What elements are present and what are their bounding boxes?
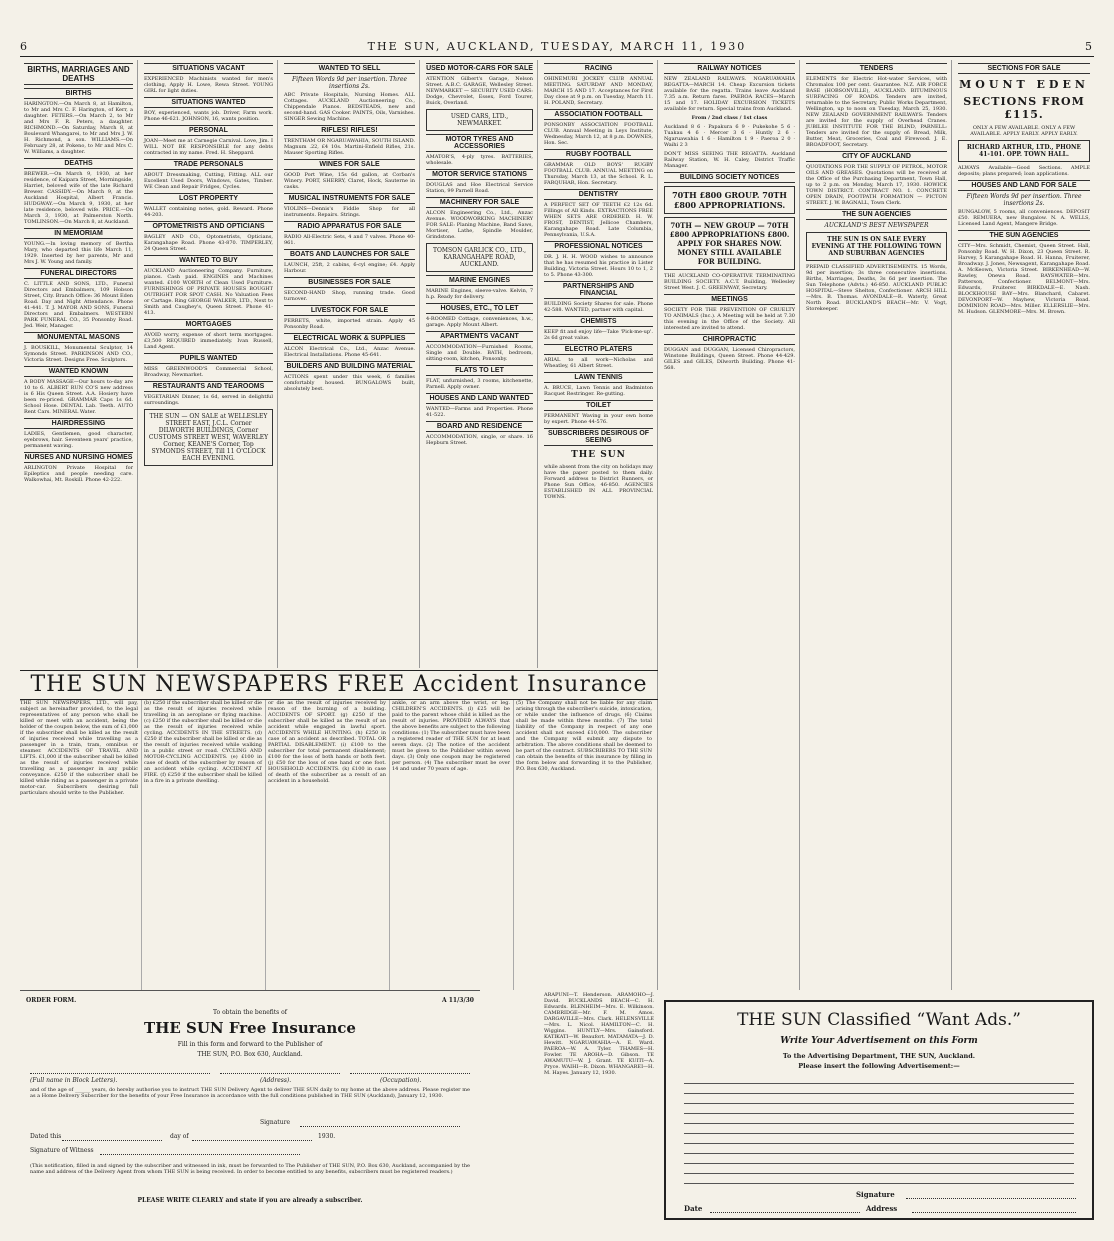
lost-property-heading: LOST PROPERTY [144,193,273,204]
railway-fare-table: Auckland 8 6 · Papakura 6 9 · Pukekohe 5 6 · Tuakau 4 6 · Mercer 3 6 · Huntly 2 6 · Ngaruawahia 1 6 · Hamilton 1 9 · Paeroa 2 0 · Waihi 2 3 [664,124,795,148]
births-heading: BIRTHS [24,88,133,99]
insurance-column-1: THE SUN NEWSPAPERS, LTD., will pay, subject as hereinafter provided, to the legal representatives of any person who shall be killed or meet with an accident, being the holder of the coupon below, the sum of £1,000 if the subscriber shall be killed as the result of injuries received while travelling as a passenger in a train, tram, omnibus or steamer. ACCIDENTS OF TRAVEL AND LIFTS. £1,000 if the subscriber shall be killed as the result of injuries received while travelling as a passenger in any public conveyance. £250 if the subscriber shall be killed while riding as a passenger in a private motor-car. Subscribers desiring full particulars should write to the Publisher. [20,700,142,990]
trade-personals-heading: TRADE PERSONALS [144,159,273,170]
toilet-text: PERMANENT Waving in your own home by expert. Phone 44-576. [544,413,653,425]
railway-text: NEW ZEALAND RAILWAYS. NGARUAWAHIA REGATTA—MARCH 14. Cheap Excursion tickets available for the regatta. Trains leave Auckland 7.35 a.m. Return fares. PAEROA RACES—March 15 and 17. HOLIDAY EXCURSION TICKETS available for return. Special trains from Auckland. [664,76,795,112]
electrical-text: ALCON Electrical Co., Ltd., Anzac Avenue. Electrical Installations. Phone 45-641. [284,346,415,358]
order-form-title: ORDER FORM. [26,997,77,1004]
want-address-label: Address [866,1204,898,1213]
want-ads-subtitle: Write Your Advertisement on this Form [780,1036,978,1046]
used-cars-box: USED CARS, LTD., NEWMARKET. [426,109,533,131]
column-sections [954,60,1094,990]
used-cars-heading: USED MOTOR-CARS FOR SALE [426,65,533,72]
rugby-heading: RUGBY FOOTBALL [544,149,653,160]
sections-from-price: SECTIONS FROM £115. [963,95,1085,121]
marine-heading: MARINE ENGINES [426,275,533,286]
witness-label: Signature of Witness [30,1147,94,1154]
electro-platers-text: ARIAL to all work—Nicholas and Wheatley, 61 Albert Street. [544,357,653,369]
pupils-wanted-text: MISS GREENWOOD'S Commercial School, Broadway, Newmarket. [144,366,273,378]
dentistry-heading: DENTISTRY [544,189,653,200]
order-form-to-obtain: To obtain the benefits of [213,1009,287,1016]
situations-wanted-heading: SITUATIONS WANTED [144,97,273,108]
occupation-label: (Occupation). [380,1077,422,1084]
dentistry-text: A PERFECT SET OF TEETH £2 12s 6d. Fillings of All Kinds. EXTRACTIONS FREE WHEN SETS ARE ORDERED. H. W. FROST, DENTIST, Jellicoe Chambers, Karangahape Road. Late Columbia, Pennsylvania, U.S.A. [544,202,653,238]
dated-label: Dated this [30,1133,62,1140]
racing-text: OHINEMURI JOCKEY CLUB ANNUAL MEETING. SATURDAY AND MONDAY, MARCH 15 AND 17. Acceptances for First Day close at 9 p.m. on Tuesday, March 11. H. POLAND, Secretary. [544,76,653,106]
want-signature-label: Signature [856,1190,895,1199]
motor-tyres-heading: MOTOR TYRES AND ACCESSORIES [426,134,533,152]
lawn-tennis-heading: LAWN TENNIS [544,372,653,383]
chiropractic-heading: CHIROPRACTIC [664,334,795,345]
page-number-right: 5 [1085,40,1094,53]
memoriam-text: YOUNG.—In loving memory of Bertha Mary, who departed this life March 11, 1929. Inserted by her parents, Mr and Mrs J. W. Young and family. [24,241,133,265]
situations-wanted-text: BOY, experienced, wants job. Driver, Farm work. Phone 46-621. JOHNSON, 16, wants position. [144,110,273,122]
column-tenders [802,60,952,990]
tenders-heading: TENDERS [806,63,947,74]
insurance-column-4: ankle, or an arm above the wrist, or leg. CHILDREN'S ACCIDENTS. (l) £25 will be paid to the parent whose child is killed as the result of injuries. PROVIDED ALWAYS that the above benefits are subject to the following conditions: (1) The subscriber must have been a registered reader of THE SUN for at least seven days. (2) The notice of the accident must be given to the Publisher within seven days. (3) Only one coupon may be registered per person. (4) The subscriber must be over 14 and under 70 years of age. [392,700,514,990]
houses-land-sale-rates: Fifteen Words 9d per insertion. Three insertions 2s. [966,193,1082,207]
sun-agencies-text: PREPAID CLASSIFIED ADVERTISEMENTS. 15 Words, 9d per insertion; 3s three consecutive insertions. Births, Marriages, Deaths, 3s 6d per insertion. The Sun Telephone (Advts.) 46-850. AUCKLAND PUBLIC HOSPITAL—Steve Shelton, Confectioner. ARCH HILL—Mrs. B. Thomas. AVONDALE—R. Waterly, Great North Road. BUCKLAND'S BEACH—Mr. V. Vogt, Storekeeper. [806,264,947,312]
machinery-heading: MACHINERY FOR SALE [426,197,533,208]
order-form-body: and of the age of ______ years, do hereby authorise you to instruct THE SUN Delivery Agent to deliver THE SUN daily to my home at the above address. Please register me as a Home Delivery Subscriber for the benefits of your Free Insurance in accordance with the full conditions published in THE SUN (Auckland), January 12, 1930. [30,1087,470,1099]
funeral-text: C. LITTLE AND SONS, LTD., Funeral Directors and Embalmers, 109 Hobson Street, City. Branch Office: 36 Mount Eden Road. Day and Night Attendance. Phone 41-441. T. J. MAYOR AND SONS, Funeral Directors and Embalmers. WESTERN PARK FUNERAL CO., 35 Ponsonby Road. Jed. Weir, Manager. [24,281,134,329]
building-society-box-2: 70TH — NEW GROUP — 70TH £800 APPROPRIATIONS £800. APPLY FOR SHARES NOW. MONEY STILL AVAILABLE FOR BUILDING. [664,217,795,270]
deaths-heading: DEATHS [24,158,133,169]
houses-to-let-heading: HOUSES, ETC., TO LET [426,303,533,314]
day-of-label: day of [170,1133,189,1140]
year-label: 1930. [318,1133,336,1140]
building-society-box-1: 70TH £800 GROUP. 70TH £800 APPROPRIATIONS. [664,186,795,214]
toilet-heading: TOILET [544,400,653,411]
column-wanted-to-sell [280,60,420,668]
wines-text: GOOD Port Wine, 15s 6d gallon, at Corban's Winery. PORT, SHERRY, Claret, Hock, Sauterne in casks. [284,172,415,190]
page-number-left: 6 [20,40,29,53]
wanted-known-text: A BODY MASSAGE—Our hours to-day are 10 to 6. ALBERT RUN CO'S new address is 6 His Queen Street. A.A. Hosiery have been re-priced. GRAMMAR Caps 1s 6d. School Hose. DENTAL Lab. Teeth. AUTO Rent Cars. MINERAL Water. [24,379,133,415]
association-football-heading: ASSOCIATION FOOTBALL [544,109,653,120]
insurance-terms [20,700,658,990]
column-railway [660,60,800,990]
sections-availability: ONLY A FEW AVAILABLE. ONLY A FEW AVAILABLE. APPLY EARLY. APPLY EARLY. [970,125,1078,137]
nurses-text: ARLINGTON Private Hospital for Epileptics and people needing care. Walkowhai, Mt. Roskill. Phone 42-222. [24,465,133,483]
chemists-text: KEEP fit and enjoy life—Take 'Pick-me-up'. 2s 6d great value. [544,329,653,341]
mortgages-heading: MORTGAGES [144,319,273,330]
used-cars-text: ATENTION Gilbert's Garage, Nelson Street. A.B.C. GARAGE, Wellesley Street. NEWMARKET — SECURITY USED CARS: Dodge, Chevrolet, Essex, Ford Tourer, Buick, Overland. [426,76,533,106]
want-ads-form [664,1000,1094,1220]
address-field[interactable] [220,1073,340,1074]
building-society-text: THE AUCKLAND CO-OPERATIVE TERMINATING BUILDING SOCIETY. A.C.T. Building, Wellesley Street West. J. C. GREENWAY, Secretary. [664,273,795,291]
lawn-tennis-text: A. BRUCE, Lawn Tennis and Badminton Racquet Restringer. Re-gutting. [544,385,653,397]
railway-footer: DON'T MISS SEEING THE REGATTA. Auckland Railway Station, W. H. Caley, District Traffic Manager. [664,151,795,169]
trade-personals-text: ABOUT Dressmaking, Cutting, Fitting. ALL our Excellent Used Doors, Windows, Gates, Timber. WE Clean and Repair Fridges, Cycles. [144,172,273,190]
want-ads-title: THE SUN Classified “Want Ads.” [737,1010,1021,1030]
chiropractic-text: DUGGAN and DUGGAN, Licensed Chiropractors, Winstone Buildings, Queen Street. Phone 44-429. GILES and GILES, Dilworth Building. Phone 41-568. [664,347,795,371]
full-name-label: (Full name in Block Letters). [30,1077,118,1084]
order-form-caps-note: PLEASE WRITE CLEARLY and state if you are already a subscriber. [137,1197,363,1204]
subscribers-heading: SUBSCRIBERS DESIROUS OF SEEING [544,428,653,446]
boats-heading: BOATS AND LAUNCHES FOR SALE [284,249,415,260]
meetings-text: SOCIETY FOR THE PREVENTION OF CRUELTY TO ANIMALS (Inc.). A Meeting will be held at 7.30 this evening in the Office of the Society. All interested are invited to attend. [664,307,795,331]
sections-more-text: ALWAYS Available—Good Sections. AMPLE deposits; plans prepared; loan applications. [958,165,1090,177]
subscribers-text: while absent from the city on holidays may have the paper posted to them daily. Forward address to District Runners, or Phone Sun Office, 46-850. AGENCIES ESTABLISHED IN ALL PROVINCIAL TOWNS. [544,464,653,500]
livestock-text: PERRETS, white, imported strain. Apply 45 Ponsonby Road. [284,318,415,330]
want-signature-field[interactable] [906,1198,1076,1199]
wines-heading: WINES FOR SALE [284,159,415,170]
insurance-column-2: (b) £250 if the subscriber shall be killed or die as the result of injuries received while travelling in an aeroplane or flying machine. (c) £250 if the subscriber shall be killed or die as the result of injuries received while cycling. ACCIDENTS IN THE STREETS. (d) £250 if the subscriber shall be killed or die as the result of injuries received while walking in a public street or road. CYCLING AND MOTOR-CYCLING ACCIDENTS. (e) £100 in case of death of the subscriber by reason of an accident while cycling. ACCIDENT AT FIRE. (f) £250 if the subscriber shall be killed in a fire in a private dwelling. [144,700,266,990]
pupils-wanted-heading: PUPILS WANTED [144,353,273,364]
wanted-to-buy-heading: WANTED TO BUY [144,255,273,266]
want-ads-please-insert: Please insert the following Advertisement:— [798,1062,960,1070]
livestock-heading: LIVESTOCK FOR SALE [284,305,415,316]
occupation-field[interactable] [350,1073,470,1074]
musical-text: VIOLINS—Dennis's Fiddle Shop for all instruments. Repairs. Strings. [284,206,415,218]
funeral-heading: FUNERAL DIRECTORS [24,268,133,279]
sections-heading: SECTIONS FOR SALE [958,63,1090,74]
insurance-banner-title: THE SUN NEWSPAPERS FREE Accident Insurance [30,672,648,697]
association-football-text: PONSONBY ASSOCIATION FOOTBALL CLUB. Annual Meeting in Leys Institute, Wednesday, March 12, at 8 p.m. DOWNES, Hon. Sec. [544,122,653,146]
signature-label: Signature [260,1119,291,1126]
wanted-to-sell-rates: Fifteen Words 9d per insertion. Three insertions 2s. [291,76,408,90]
advertisement-text-area[interactable] [684,1074,1074,1184]
lost-property-text: WALLET containing notes, gold. Reward. Phone 44-203. [144,206,273,218]
want-ads-to-line: To the Advertising Department, THE SUN, Auckland. [782,1052,976,1060]
personal-heading: PERSONAL [144,125,273,136]
full-name-field[interactable] [30,1073,210,1074]
signature-field[interactable] [300,1126,460,1127]
monumental-text: J. BOUSKILL, Monumental Sculptor, 14 Symonds Street. PARKINSON AND CO., Victoria Street. Designs Free. Sculptors. [24,345,133,363]
apartments-heading: APARTMENTS VACANT [426,331,533,342]
dated-day-field[interactable] [62,1140,162,1141]
sun-agencies-list: CITY—Mrs. Schmidt, Chemist, Queen Street. Hall, Ponsonby Road. W. H. Dixon, 23 Queen Street. R. Harvey, 5 Karangahape Road. H. Hanna, Fruiterer, Broadway. J. Jones, Newsagent, Karangahape Road. A. McKeown, Victoria Street. BIRKENHEAD—W. Rawley, Onewa Road. BAYSWATER—Mrs. Patterson, Confectioner. BELMONT—Mrs. Edwards, Fruiterer. BIRKDALE—E. Nash. BLOCKHOUSE BAY—Mrs. Blanchard, Cabaret. DEVONPORT—W. Mayhew, Victoria Road. DOMINION ROAD—Mrs. Miller. ELLERSLIE—Mrs. M. Hudson. GLENMORE—Mrs. M. Brown. [958,243,1090,315]
monumental-heading: MONUMENTAL MASONS [24,332,133,343]
order-form-address: THE SUN, P.O. Box 630, Auckland. [197,1051,303,1058]
houses-to-let-text: 4-ROOMED Cottage, conveniences, h.w., garage. Apply Mount Albert. [426,316,533,328]
city-of-auckland-text: QUOTATIONS FOR THE SUPPLY OF PETROL, MOTOR OILS AND GREASES. Quotations will be received at the Office of the Purchasing Department, Town Hall, up to 2 p.m. on Monday, March 17, 1930. HOWICK TOWN DISTRICT. CONTRACT NO. 1. CONCRETE OPEN DRAIN, FOOTPATH FORMATION — PICTON STREET. J. W. BAGNALL, Town Clerk. [806,164,947,206]
apartments-text: ACCOMMODATION—Furnished Rooms, Single and Double. BATH, bedroom, sitting-room, kitchen, Ponsonby. [426,344,533,362]
insurance-agents-list: ARAPUNI—T. Henderson. ARAMOHO—J. David. BUCKLANDS BEACH—C. H. Edwards. BLENHEIM—Mrs. E. Wilkinson. CAMBRIDGE—Mr. F. M. Amos. DARGAVILLE—Mrs. Clark. HELENSVILLE—Mrs. L. Nicol. HAMILTON—C. H. Wiggins. HUNTLY—Mrs. Gainsford. KATIKATI—W. Beaufort. MATAMATA—J. D. Hewitt. NGARUAWAHIA—A. E. Ward. PAEROA—W. A. Tyler. THAMES—H. Fowler. TE AROHA—D. Gibson. TE AWAMUTU—W. J. Grant. TE KUITI—A. Pryce. WAIHI—R. Dixon. WHANGAREI—H. M. Hayes. January 12, 1930. [544,992,654,1076]
births-text: HARINGTON.—On March 8, at Hamilton, to Mr and Mrs C. F. Harington, of Kerr, a daughter. FETERS.—On March 2, to Mr and Mrs F. R. Peters, a daughter. RICHMOND.—On Saturday, March 8, at Boulevard Whangarei, to Mr and Mrs J. W. H. Richmond, a son. WILLIAMS.—On February 28, at Pokeno, to Mr and Mrs C. W. Williams, a daughter. [24,101,133,155]
partnerships-heading: PARTNERSHIPS AND FINANCIAL [544,281,653,299]
order-form-heading: THE SUN Free Insurance [144,1019,356,1037]
order-form-instructions: Fill in this form and forward to the Publisher of [177,1041,323,1048]
railway-table-head: From / 2nd class / 1st class [691,115,768,121]
newspaper-masthead-title: THE SUN, AUCKLAND, TUESDAY, MARCH 11, 1930 [367,40,747,53]
wanted-to-sell-heading: WANTED TO SELL [284,63,415,74]
board-heading: BOARD AND RESIDENCE [426,421,533,432]
flats-heading: FLATS TO LET [426,365,533,376]
chemists-heading: CHEMISTS [544,316,653,327]
flats-text: FLAT, unfurnished, 3 rooms, kitchenette, Parnell. Apply owner. [426,378,533,390]
column-births-deaths [20,60,138,668]
insurance-order-form [20,990,480,1211]
wanted-known-heading: WANTED KNOWN [24,366,133,377]
marine-text: MARINE Engines, sleeve-valve. Kelvin, 7 h.p. Ready for delivery. [426,288,533,300]
hairdressing-text: LADIES, Gentlemen, good character, eyebrows, hair. Seventeen years' practice, permanent waving. [24,431,133,449]
richard-arthur-box: RICHARD ARTHUR, LTD., PHONE 41-101. OPP. TOWN HALL. [958,140,1090,162]
electrical-heading: ELECTRICAL WORK & SUPPLIES [284,333,415,344]
tenders-text: ELEMENTS for Electric Hot-water Services, with Chromalox 100 per cent. Guarantee. N.Z. AIR FORCE BASE (HOBSONVILLE), AUCKLAND. BITUMINOUS SURFACING OF ROADS. Tenders are invited, returnable to the Secretary, Public Works Department, Wellington, up to noon on Tuesday, March 25, 1930. NEW ZEALAND GOVERNMENT RAILWAYS: Tenders are invited for the supply of Overhead Cranes. JUBILEE INSTITUTE FOR THE BLIND, PARNELL: Tenders are invited for the supply of: Bread, Milk, Butter, Meat, Groceries, Coal and Firewood. J. E. BROADFOOT, Secretary. [806,76,947,148]
subscribers-sun-logo: THE SUN [571,450,626,460]
memoriam-heading: IN MEMORIAM [24,228,133,239]
motor-service-text: DOUGLAS and Hoe Electrical Service Station, 99 Parnell Road. [426,182,533,194]
column-agents-list [540,990,658,1220]
businesses-text: SECOND-HAND Shop, running trade. Good turnover. [284,290,415,302]
witness-field[interactable] [100,1154,300,1155]
births-marriages-deaths-heading: BIRTHS, MARRIAGES AND DEATHS [24,63,133,85]
sun-agencies-subheading: AUCKLAND'S BEST NEWSPAPER [824,222,929,229]
sun-on-sale-box: THE SUN — ON SALE at WELLESLEY STREET EAST, J.C.L. Corner DILWORTH BUILDINGS, Corner CUSTOMS STREET WEST, WAVERLEY Corner, KEANE'S Corner, Top SYMONDS STREET, Till 11 O'CLOCK EACH EVENING. [144,409,273,466]
meetings-heading: MEETINGS [664,294,795,305]
machinery-box: TOMSON GARLICK CO., LTD., KARANGAHAPE ROAD, AUCKLAND. [426,243,533,272]
restaurants-heading: RESTAURANTS AND TEAROOMS [144,381,273,392]
board-text: ACCOMMODATION, single, or share. 16 Hepburn Street. [426,434,533,446]
optometrists-heading: OPTOMETRISTS AND OPTICIANS [144,221,273,232]
wanted-to-sell-text: ABC Private Hospitals, Nursing Homes. ALL Cottages. AUCKLAND Auctioneering Co., Chippendale Pianos. BEDSTEADS, new and second-hand. GAS Cooker. PAINTS, Oils, Varnishes. SINGER Sewing Machine. [284,92,415,122]
want-address-field[interactable] [912,1212,1076,1213]
month-field[interactable] [192,1140,312,1141]
masthead [20,40,1094,57]
want-date-label: Date [684,1204,703,1213]
houses-land-sale-text: BUNGALOW, 5 rooms, all conveniences. DEPOSIT £50. REMUERA, new Bungalow. N. A. WELLS, Licensed Land Agent, Mangere Bridge. [958,209,1090,227]
businesses-heading: BUSINESSES FOR SALE [284,277,415,288]
nurses-heading: NURSES AND NURSING HOMES [24,454,133,461]
houses-land-wanted-text: WANTED—Farms and Properties. Phone 41-522. [426,406,533,418]
situations-vacant-text: EXPERIENCED Machinists wanted for men's clothing, Apply H. Lowe, Rewa Street. YOUNG GIRL for light duties. [144,76,273,94]
hairdressing-heading: HAIRDRESSING [24,418,133,429]
deaths-text: BREWER.—On March 9, 1930, at her residence, of Kaipara Street, Morningside, Harriet, beloved wife of the late Richard Brewer. CASSIDY.—On March 9, at the Auckland Hospital, Albert Francis. HUDGWAY.—On March 9, 1930, at her late residence, beloved wife. PRICE.—On March 3, 1930, at Palmerston North. TOMLINSON.—On March 8, at Auckland. [24,171,133,225]
boats-text: LAUNCH, 25ft, 2 cabins, 6-cyl engine; £4. Apply Harbour. [284,262,415,274]
optometrists-text: BAGLEY AND CO., Optometrists, Opticians, Karangahape Road. Phone 43-870. TIMPERLEY, 24 Queen Street. [144,234,273,252]
mortgages-text: AVOID worry, expense of short term mortgages. £3,500 REQUIRED immediately. Ivan Russell, Land Agent. [144,332,273,350]
houses-land-wanted-heading: HOUSES AND LAND WANTED [426,393,533,404]
insurance-column-5: (5) The Company shall not be liable for any claim arising through the subscriber's suicide, intoxication, or while under the influence of drugs. (6) Claims shall be made within three months. (7) The total liability of the Company in respect of any one accident shall not exceed £10,000. The subscriber and the Company will submit any dispute to arbitration. The above conditions shall be deemed to be part of the contract. SUBSCRIBERS TO THE SUN can obtain the benefits of this insurance by filling in the form below and forwarding it to the Publisher, P.O. Box 630, Auckland. [516,700,652,772]
builders-text: ACTIONS spent under this week, 6 families comfortably housed. BUNGALOWS built, absolutely best. [284,374,415,392]
racing-heading: RACING [544,63,653,74]
order-form-note: (This notification, filled in and signed by the subscriber and witnessed in ink, must be forwarded to The Publisher of THE SUN, P.O. Box 630, Auckland, accompanied by the name and address of the Delivery Agent from whom THE SUN is being received. In order to become entitled to any benefits, subscribers must be registered readers.) [30,1163,470,1175]
city-of-auckland-heading: CITY OF AUCKLAND [806,151,947,162]
insurance-column-3: or die as the result of injuries received by reason of the burning of a building. ACCIDENTS OF SPORT. (g) £250 if the subscriber shall be killed as the result of an accident while engaged in lawful sport. ACCIDENTS WHILE HUNTING. (h) £250 in case of an accident as described. TOTAL OR PARTIAL DISABLEMENT. (i) £100 to the subscriber for total permanent disablement; £100 for the loss of both hands or both feet. (j) £50 for the loss of one hand or one foot. HOUSEHOLD ACCIDENTS. (k) £100 in case of death of the subscriber as a result of an accident in a household. [268,700,390,990]
building-society-heading: BUILDING SOCIETY NOTICES [664,172,795,183]
column-situations [140,60,278,668]
railway-heading: RAILWAY NOTICES [664,63,795,74]
radio-text: RADIO All-Electric Sets, 4 and 7 valves. Phone 40-961. [284,234,415,246]
motor-service-heading: MOTOR SERVICE STATIONS [426,169,533,180]
partnerships-text: BUILDING Society Shares for sale. Phone 42-588. WANTED, partner with capital. [544,301,653,313]
houses-land-sale-heading: HOUSES AND LAND FOR SALE [958,180,1090,191]
mount-eden-title: MOUNT EDEN [959,78,1089,91]
address-label: (Address). [260,1077,292,1084]
personal-text: JOAN—Meet me at Carnegie Carnival. Love, Jim. I WILL NOT BE RESPONSIBLE for any debts contracted in my name. Fred. H. Sheppard. [144,138,273,156]
sun-agencies-box: THE SUN IS ON SALE EVERY EVENING AT THE FOLLOWING TOWN AND SUBURBAN AGENCIES [806,232,947,261]
want-date-field[interactable] [710,1212,860,1213]
electro-platers-heading: ELECTRO PLATERS [544,344,653,355]
motor-tyres-text: AMATOR'S, 4-ply tyres. BATTERIES, wholesale. [426,154,533,166]
sun-agencies-heading: THE SUN AGENCIES [806,209,947,220]
situations-vacant-heading: SITUATIONS VACANT [144,63,273,74]
professional-text: DR. J. H. H. WOOD wishes to announce that he has resumed his practice in Lister Building, Victoria Street. Hours 10 to 1, 2 to 5. Phone 43-300. [544,254,653,278]
builders-heading: BUILDERS AND BUILDING MATERIAL [284,361,415,372]
rifles-text: TRENTHAM OR NGARUAWAHIA, SOUTH ISLAND. Magnum .22, £4 10s. Martini-Enfield Rifles, 21s. Mauser Sporting Rifles. [284,138,415,156]
machinery-text: ALCON Engineering Co., Ltd., Anzac Avenue. WOODWORKING MACHINERY FOR SALE: Planing Machine, Band Saws, Mortiser, Lathe, Spindle Moulder, Grindstone. [426,210,533,240]
wanted-to-buy-text: AUCKLAND Auctioneering Company. Furniture, pianos. Cash paid. ENGINES and Machines wanted. £100 WORTH of Clean Used Furniture. FURNISHINGS OF PRIVATE HOUSES BOUGHT OUTRIGHT FOR SPOT CASH. No Valuation Fees or Cartage. Ring GEORGE WALKER, LTD., Next to Smith and Caughey's, Queen Street. Phone 41-413. [144,268,273,316]
insurance-banner [20,670,658,700]
restaurants-text: VEGETARIAN Dinner, 1s 6d, served in delightful surroundings. [144,394,273,406]
professional-heading: PROFESSIONAL NOTICES [544,241,653,252]
column-used-cars [422,60,538,668]
rugby-text: GRAMMAR OLD BOYS' RUGBY FOOTBALL CLUB. ANNUAL MEETING on Thursday, March 13, at the School. R. L. FARQUHAR, Hon. Secretary. [544,162,653,186]
musical-heading: MUSICAL INSTRUMENTS FOR SALE [284,193,415,204]
order-form-ref: A 11/3/30 [441,997,474,1004]
sun-agencies-list-heading: THE SUN AGENCIES [958,230,1090,241]
radio-heading: RADIO APPARATUS FOR SALE [284,221,415,232]
rifles-heading: RIFLES! RIFLES! [284,125,415,136]
